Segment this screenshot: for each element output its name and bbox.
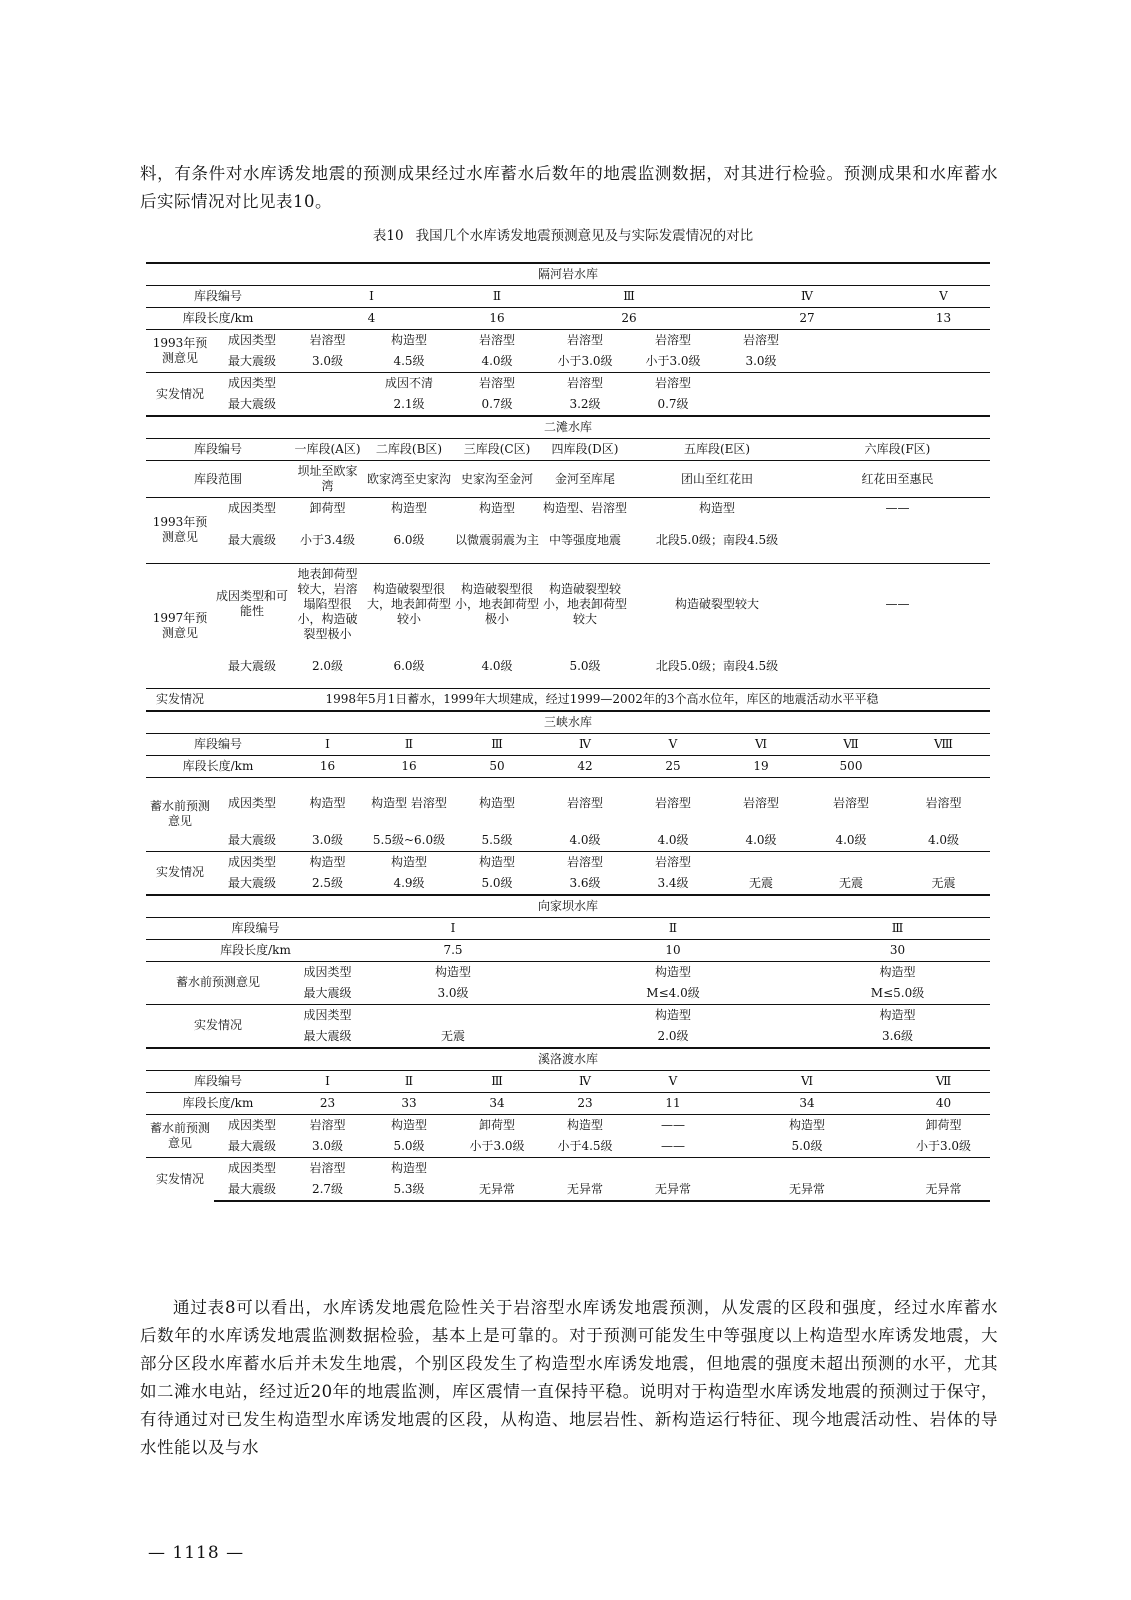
cell: 3.0级 — [437, 985, 469, 1000]
intro-paragraph: 料，有条件对水库诱发地震的预测成果经过水库蓄水后数年的地震监测数据，对其进行检验。预测成果和水库蓄水后实际情况对比见表10。 — [140, 164, 998, 211]
cell: 无异常 — [453, 1179, 541, 1201]
xiangjiaba-seg-row — [146, 917, 990, 939]
cell: 一库段(A区) — [290, 439, 365, 461]
group-label: 实发情况 — [146, 851, 214, 895]
section-title: 二滩水库 — [146, 416, 990, 439]
cell: 以微震弱震为主 — [455, 533, 540, 548]
cell: 3.0级 — [745, 354, 777, 368]
cell: 无异常 — [541, 1179, 629, 1201]
cell: 5.0级 — [791, 1138, 823, 1153]
sub-label: 最大震级 — [303, 1028, 352, 1043]
cell: 中等强度地震 — [548, 533, 621, 548]
xiluodu-pred-mag-row — [146, 1136, 990, 1158]
cell: 小于3.4级 — [299, 533, 356, 548]
cell: 岩溶型 — [290, 330, 365, 352]
cell: Ⅵ — [717, 1070, 897, 1092]
sub-label: 最大震级 — [227, 354, 276, 368]
cell: 岩溶型 — [805, 778, 897, 830]
cell: 岩溶型 — [897, 778, 990, 830]
cell: 史家沟至金河 — [453, 461, 541, 498]
row-label: 库段长度/km — [146, 939, 365, 961]
cell: 2.7级 — [290, 1179, 365, 1201]
ertan-title-row — [146, 416, 990, 439]
sub-label: 最大震级 — [303, 985, 352, 1000]
cell: 构造型 — [541, 1114, 629, 1136]
cell: 40 — [897, 1092, 990, 1114]
cell: 构造型 — [365, 498, 453, 520]
group-label: 1993年预测意见 — [146, 498, 214, 564]
cell: 4.0级 — [481, 658, 513, 673]
row-label: 库段长度/km — [146, 308, 290, 330]
cell: 16 — [365, 756, 453, 778]
cell: 23 — [290, 1092, 365, 1114]
cell: 构造破裂型很大，地表卸荷型较小 — [365, 563, 453, 645]
cell: 4.9级 — [393, 875, 425, 890]
sub-label: 成因类型 — [214, 1114, 290, 1136]
cell: 构造型 — [453, 851, 541, 873]
cell: 7.5 — [365, 939, 541, 961]
cell: Ⅰ — [290, 734, 365, 756]
cell: 3.4级 — [657, 875, 689, 890]
cell: 二库段(B区) — [365, 439, 453, 461]
geheyan-act-mag-row — [146, 394, 990, 416]
cell: 岩溶型 — [541, 373, 629, 395]
sanxia-act-type-row — [146, 851, 990, 873]
cell: 构造型 — [453, 498, 541, 520]
xiluodu-len-row — [146, 1092, 990, 1114]
cell: —— — [661, 1138, 685, 1153]
cell: 坝址至欧家湾 — [290, 461, 365, 498]
cell: 构造型 — [541, 1004, 805, 1026]
group-label: 1993年预测意见 — [146, 330, 214, 373]
cell: 小于4.5级 — [557, 1138, 613, 1153]
group-label: 1997年预测意见 — [146, 563, 214, 689]
xiluodu-act-mag-row — [146, 1179, 990, 1201]
sanxia-act-mag-row — [146, 873, 990, 895]
cell: 岩溶型 — [541, 330, 629, 352]
cell: 岩溶型 — [290, 1157, 365, 1179]
cell: 小于3.0级 — [557, 354, 613, 368]
cell: 岩溶型 — [453, 330, 541, 352]
cell: 33 — [365, 1092, 453, 1114]
cell: 无震 — [440, 1028, 465, 1043]
conclusion-paragraph: 通过表8可以看出，水库诱发地震危险性关于岩溶型水库诱发地震预测，从发震的区段和强度，经过水库蓄水后数年的水库诱发地震监测数据检验，基本上是可靠的。对于预测可能发生中等强度以上构造型水库诱发地震，大部分区段水库蓄水后并未发生地震，个别区段发生了构造型水库诱发地震，但地震的强度未超出预测的水平，尤其如二滩水电站，经过近20年的地震监测，库区震情一直保持平稳。说明对于构造型水库诱发地震的预测过于保守，有待通过对已发生构造型水库诱发地震的区段，从构造、地层岩性、新构造运行特征、现今地震活动性、岩体的导水性能以及与水 — [140, 1298, 998, 1457]
cell: 岩溶型 — [717, 330, 805, 352]
sanxia-seg-row — [146, 734, 990, 756]
cell: 地表卸荷型较大，岩溶塌陷型很小，构造破裂型极小 — [290, 563, 365, 645]
cell: 构造型 — [365, 961, 541, 983]
cell: 构造型 — [805, 961, 990, 983]
sub-label: 最大震级 — [214, 1179, 290, 1201]
ertan-act-row — [146, 689, 990, 712]
cell: Ⅴ — [629, 734, 717, 756]
cell: 6.0级 — [393, 658, 425, 673]
sub-label: 成因类型和可能性 — [214, 563, 290, 645]
sub-label: 最大震级 — [227, 832, 276, 847]
sub-label: 成因类型 — [214, 1157, 290, 1179]
ertan-p97-type-row — [146, 563, 990, 645]
cell: 4.0级 — [657, 832, 689, 847]
sanxia-pred-mag-row — [146, 830, 990, 852]
section-title: 向家坝水库 — [146, 895, 990, 918]
sub-label: 最大震级 — [227, 658, 276, 673]
cell: 卸荷型 — [453, 1114, 541, 1136]
cell: 10 — [541, 939, 805, 961]
cell: 3.6级 — [569, 875, 601, 890]
cell: Ⅶ — [897, 1070, 990, 1092]
cell: 13 — [897, 308, 990, 330]
cell: Ⅱ — [453, 286, 541, 308]
geheyan-pred-mag-row — [146, 351, 990, 373]
cell: 50 — [453, 756, 541, 778]
sub-label: 成因类型 — [214, 778, 290, 830]
cell: Ⅴ — [897, 286, 990, 308]
cell: Ⅶ — [805, 734, 897, 756]
cell: 构造型 — [717, 1114, 897, 1136]
sanxia-pred-type-row — [146, 778, 990, 830]
cell: 16 — [290, 756, 365, 778]
cell: 三库段(C区) — [453, 439, 541, 461]
geheyan-seg-row — [146, 286, 990, 308]
geheyan-pred-type-row — [146, 330, 990, 352]
row-label: 库段长度/km — [146, 1092, 290, 1114]
cell: 构造型 — [290, 851, 365, 873]
cell: 4.0级 — [481, 354, 513, 368]
row-label: 库段长度/km — [146, 756, 290, 778]
row-label: 库段编号 — [146, 734, 290, 756]
cell: 四库段(D区) — [541, 439, 629, 461]
cell: 2.0级 — [311, 658, 344, 673]
cell: Ⅷ — [897, 734, 990, 756]
cell: 2.0级 — [657, 1028, 689, 1043]
sub-label: 最大震级 — [227, 1138, 276, 1153]
geheyan-len-row — [146, 308, 990, 330]
sub-label: 成因类型 — [290, 961, 365, 983]
cell: 5.0级 — [393, 1138, 425, 1153]
cell: Ⅱ — [541, 917, 805, 939]
cell: 500 — [805, 756, 897, 778]
cell: 27 — [717, 308, 897, 330]
group-label: 实发情况 — [146, 373, 214, 417]
cell: 无异常 — [717, 1179, 897, 1201]
cell: 5.0级 — [481, 875, 513, 890]
sub-label: 最大震级 — [227, 875, 276, 890]
cell: 团山至红花田 — [629, 461, 805, 498]
cell: 5.5级~6.0级 — [372, 832, 446, 847]
cell: Ⅰ — [365, 917, 541, 939]
cell: 11 — [629, 1092, 717, 1114]
cell: 构造型 — [365, 1157, 453, 1179]
cell: 4 — [290, 308, 453, 330]
group-label: 蓄水前预测意见 — [146, 1114, 214, 1157]
geheyan-act-type-row — [146, 373, 990, 395]
cell: 小于3.0级 — [469, 1138, 525, 1153]
group-label: 实发情况 — [146, 1157, 214, 1201]
cell: 卸荷型 — [290, 498, 365, 520]
cell: 4.5级 — [393, 354, 425, 368]
sub-label: 成因类型 — [214, 330, 290, 352]
cell: 30 — [805, 939, 990, 961]
cell: 构造型 岩溶型 — [365, 778, 453, 830]
cell: 34 — [717, 1092, 897, 1114]
sub-label: 最大震级 — [227, 397, 276, 411]
cell: 3.6级 — [881, 1028, 914, 1043]
group-label: 实发情况 — [146, 1004, 290, 1048]
cell: Ⅲ — [541, 286, 717, 308]
cell: 红花田至惠民 — [805, 461, 990, 498]
table-caption — [140, 224, 998, 244]
xiluodu-act-type-row — [146, 1157, 990, 1179]
cell: 岩溶型 — [290, 1114, 365, 1136]
sub-label: 成因类型 — [214, 851, 290, 873]
row-label: 库段编号 — [146, 917, 365, 939]
ertan-range-row — [146, 461, 990, 498]
section-title: 隔河岩水库 — [146, 263, 990, 286]
row-label: 库段编号 — [146, 439, 290, 461]
cell: 构造破裂型较大 — [629, 563, 805, 645]
sanxia-title-row — [146, 711, 990, 734]
cell: 欧家湾至史家沟 — [365, 461, 453, 498]
cell: 北段5.0级；南段4.5级 — [655, 658, 779, 673]
cell: Ⅳ — [717, 286, 897, 308]
cell: 岩溶型 — [629, 330, 717, 352]
cell: 成因不清 — [365, 373, 453, 395]
cell: 5.0级 — [569, 658, 601, 673]
cell: 23 — [541, 1092, 629, 1114]
cell: 5.5级 — [481, 832, 513, 847]
cell: 五库段(E区) — [629, 439, 805, 461]
page-number: — 1118 — — [148, 1543, 245, 1563]
cell: 26 — [541, 308, 717, 330]
sub-label: 成因类型 — [290, 1004, 365, 1026]
cell: 2.5级 — [311, 875, 344, 890]
cell: 构造型 — [629, 498, 805, 520]
sanxia-len-row — [146, 756, 990, 778]
cell: 岩溶型 — [629, 373, 717, 395]
cell: 2.1级 — [393, 397, 425, 411]
cell: 4.0级 — [835, 832, 867, 847]
cell: 无震 — [838, 875, 863, 890]
cell: 无异常 — [629, 1179, 717, 1201]
group-label: 蓄水前预测意见 — [146, 778, 214, 852]
cell: 无震 — [931, 875, 956, 890]
cell: M≤4.0级 — [646, 985, 700, 1000]
cell: 6.0级 — [393, 533, 425, 548]
cell: Ⅱ — [365, 1070, 453, 1092]
cell: —— — [805, 563, 990, 645]
cell: 构造型 — [453, 778, 541, 830]
table-title: 我国几个水库诱发地震预测意见及与实际发震情况的对比 — [415, 228, 754, 244]
sub-label: 最大震级 — [227, 533, 276, 548]
cell: 4.0级 — [745, 832, 777, 847]
cell: M≤5.0级 — [870, 985, 925, 1000]
xiangjiaba-title-row — [146, 895, 990, 918]
cell: 4.0级 — [569, 832, 601, 847]
xiangjiaba-len-row — [146, 939, 990, 961]
cell: 构造破裂型很小，地表卸荷型极小 — [453, 563, 541, 645]
cell: 北段5.0级；南段4.5级 — [655, 533, 779, 548]
row-label: 库段编号 — [146, 286, 290, 308]
comparison-table — [146, 262, 990, 1202]
sub-label: 成因类型 — [214, 373, 290, 395]
section-title: 溪洛渡水库 — [146, 1048, 990, 1071]
ertan-seg-row — [146, 439, 990, 461]
cell: 5.3级 — [365, 1179, 453, 1201]
cell: 构造型 — [290, 778, 365, 830]
xiangjiaba-pred-type-row — [146, 961, 990, 983]
sub-label: 成因类型 — [214, 498, 290, 520]
cell: 构造型、岩溶型 — [541, 498, 629, 520]
cell: 小于3.0级 — [645, 354, 701, 368]
cell: 0.7级 — [657, 397, 689, 411]
cell: 岩溶型 — [629, 778, 717, 830]
cell: 16 — [453, 308, 541, 330]
cell: 19 — [717, 756, 805, 778]
ertan-p93-type-row — [146, 498, 990, 520]
cell: 金河至库尾 — [541, 461, 629, 498]
cell: Ⅰ — [290, 1070, 365, 1092]
cell: 构造型 — [365, 1114, 453, 1136]
cell: 25 — [629, 756, 717, 778]
cell: 1998年5月1日蓄水，1999年大坝建成，经过1999—2002年的3个高水位年，库区的地震活动水平平稳 — [214, 689, 990, 712]
cell: 3.2级 — [569, 397, 601, 411]
cell: —— — [805, 498, 990, 520]
cell: Ⅴ — [629, 1070, 717, 1092]
cell: 构造型 — [541, 961, 805, 983]
cell: 构造型 — [365, 851, 453, 873]
cell: 岩溶型 — [629, 851, 717, 873]
cell: Ⅲ — [453, 734, 541, 756]
cell: Ⅲ — [453, 1070, 541, 1092]
cell: Ⅳ — [541, 734, 629, 756]
cell: 卸荷型 — [897, 1114, 990, 1136]
xiluodu-seg-row — [146, 1070, 990, 1092]
ertan-p97-mag-row — [146, 645, 990, 689]
cell: 构造破裂型较小，地表卸荷型较大 — [541, 563, 629, 645]
cell: Ⅲ — [805, 917, 990, 939]
section-title: 三峡水库 — [146, 711, 990, 734]
cell: 34 — [453, 1092, 541, 1114]
cell: —— — [629, 1114, 717, 1136]
ertan-p93-mag-row — [146, 519, 990, 563]
cell: Ⅰ — [290, 286, 453, 308]
cell: 构造型 — [365, 330, 453, 352]
xiluodu-title-row — [146, 1048, 990, 1071]
cell: Ⅳ — [541, 1070, 629, 1092]
cell: 3.0级 — [311, 1138, 344, 1153]
cell: 3.0级 — [311, 354, 344, 368]
cell: 岩溶型 — [541, 778, 629, 830]
cell: 无异常 — [897, 1179, 990, 1201]
geheyan-title-row — [146, 263, 990, 286]
row-label: 库段范围 — [146, 461, 290, 498]
cell: 岩溶型 — [541, 851, 629, 873]
cell: 岩溶型 — [717, 778, 805, 830]
group-label: 实发情况 — [146, 689, 214, 712]
cell: 3.0级 — [311, 832, 344, 847]
table-number: 表10 — [372, 228, 404, 244]
cell: 构造型 — [805, 1004, 990, 1026]
cell: 4.0级 — [927, 832, 960, 847]
cell: 小于3.0级 — [915, 1138, 972, 1153]
cell: 无震 — [748, 875, 773, 890]
cell: Ⅵ — [717, 734, 805, 756]
group-label: 蓄水前预测意见 — [146, 961, 290, 1004]
cell: 岩溶型 — [453, 373, 541, 395]
cell: 0.7级 — [481, 397, 513, 411]
cell: Ⅱ — [365, 734, 453, 756]
cell: 六库段(F区) — [805, 439, 990, 461]
xiangjiaba-act-type-row — [146, 1004, 990, 1026]
xiluodu-pred-type-row — [146, 1114, 990, 1136]
cell: 42 — [541, 756, 629, 778]
row-label: 库段编号 — [146, 1070, 290, 1092]
